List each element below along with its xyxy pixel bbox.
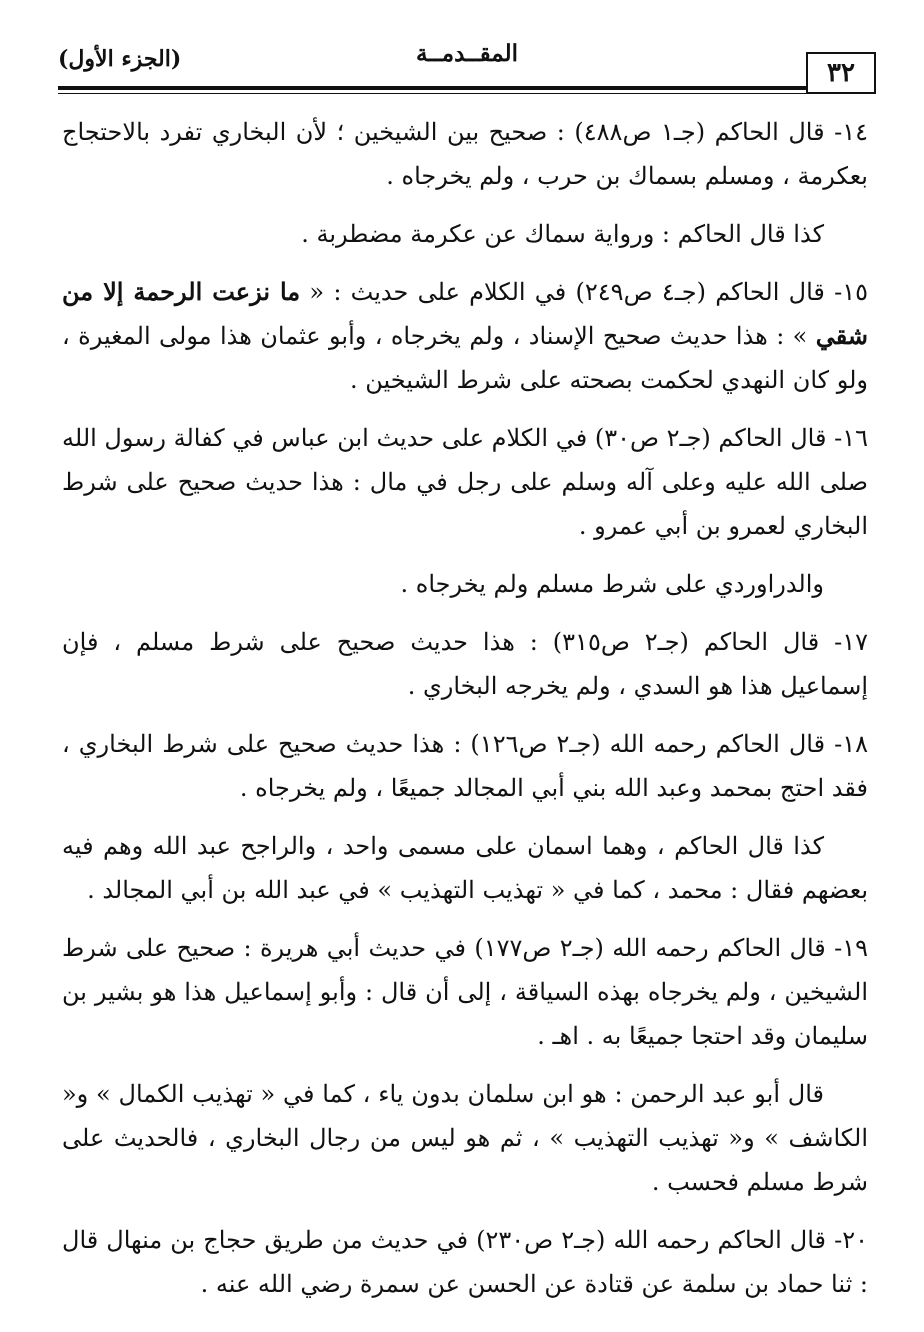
part-label: (الجزء الأول) — [58, 46, 182, 72]
paragraph-p16b — [62, 562, 868, 606]
paragraph-text: قال أبو عبد الرحمن : هو ابن سلمان بدون ياء ، كما في « تهذيب الكمال » و« الكاشف » و« تهذيب التهذيب » ، ثم هو ليس من رجال البخاري ، فالحديث على شرط مسلم فحسب . — [62, 1080, 868, 1196]
paragraph-text: كذا قال الحاكم ، وهما اسمان على مسمى واحد ، والراجح عبد الله وهم فيه بعضهم فقال : محمد ، كما في « تهذيب التهذيب » في عبد الله بن أبي المجالد . — [62, 832, 868, 904]
paragraph-text: كذا قال الحاكم : ورواية سماك عن عكرمة مضطربة . — [301, 220, 824, 248]
paragraph-p16 — [62, 416, 868, 548]
paragraph-text: ١٨- قال الحاكم رحمه الله (جـ٢ ص١٢٦) : هذا حديث صحيح على شرط البخاري ، فقد احتج بمحمد وعبد الله بني أبي المجالد جميعًا ، ولم يخرجاه . — [62, 730, 868, 802]
paragraph-p18 — [62, 722, 868, 810]
paragraph-text: ١٤- قال الحاكم (جـ١ ص٤٨٨) : صحيح بين الشيخين ؛ لأن البخاري تفرد بالاحتجاج بعكرمة ، ومسلم بسماك بن حرب ، ولم يخرجاه . — [62, 118, 868, 190]
paragraph-text: ١٦- قال الحاكم (جـ٢ ص٣٠) في الكلام على حديث ابن عباس في كفالة رسول الله صلى الله عليه وعلى آله وسلم على رجل في مال : هذا حديث صحيح على شرط البخاري لعمرو بن أبي عمرو . — [62, 424, 868, 540]
paragraph-p15 — [62, 270, 868, 402]
paragraph-text: » : هذا حديث صحيح الإسناد ، ولم يخرجاه ، وأبو عثمان هذا مولى المغيرة ، ولو كان النهدي لحكمت بصحته على شرط الشيخين . — [62, 322, 868, 394]
page-body — [62, 110, 868, 1320]
paragraph-p19b — [62, 1072, 868, 1204]
header-rule-thin — [58, 93, 810, 94]
paragraph-p20 — [62, 1218, 868, 1306]
hadith-quote: ما نزعت الرحمة إلا من شقي — [62, 277, 868, 350]
page-number-box — [806, 52, 876, 94]
paragraph-text: ١٧- قال الحاكم (جـ٢ ص٣١٥) : هذا حديث صحيح على شرط مسلم ، فإن إسماعيل هذا هو السدي ، ولم يخرجه البخاري . — [62, 628, 868, 700]
paragraph-text: ١٩- قال الحاكم رحمه الله (جـ٢ ص١٧٧) في حديث أبي هريرة : صحيح على شرط الشيخين ، ولم يخرجاه بهذه السياقة ، إلى أن قال : وأبو إسماعيل هذا هو بشير بن سليمان وقد احتجا جميعًا به . اهـ . — [62, 934, 868, 1050]
header-rule-thick — [58, 86, 810, 90]
paragraph-text: والدراوردي على شرط مسلم ولم يخرجاه . — [400, 570, 824, 598]
paragraph-p14 — [62, 110, 868, 198]
paragraph-text: ١٥- قال الحاكم (جـ٤ ص٢٤٩) في الكلام على حديث : « — [300, 278, 868, 306]
paragraph-p14b — [62, 212, 868, 256]
paragraph-p19 — [62, 926, 868, 1058]
paragraph-p18b — [62, 824, 868, 912]
paragraph-text: ٢٠- قال الحاكم رحمه الله (جـ٢ ص٢٣٠) في حديث من طريق حجاج بن منهال قال : ثنا حماد بن سلمة عن قتادة عن الحسن عن سمرة رضي الله عنه . — [62, 1226, 868, 1298]
page-number: ٣٢ — [827, 58, 855, 88]
page-header — [58, 36, 876, 98]
paragraph-p17 — [62, 620, 868, 708]
running-title: المقــدمــة — [415, 40, 518, 67]
